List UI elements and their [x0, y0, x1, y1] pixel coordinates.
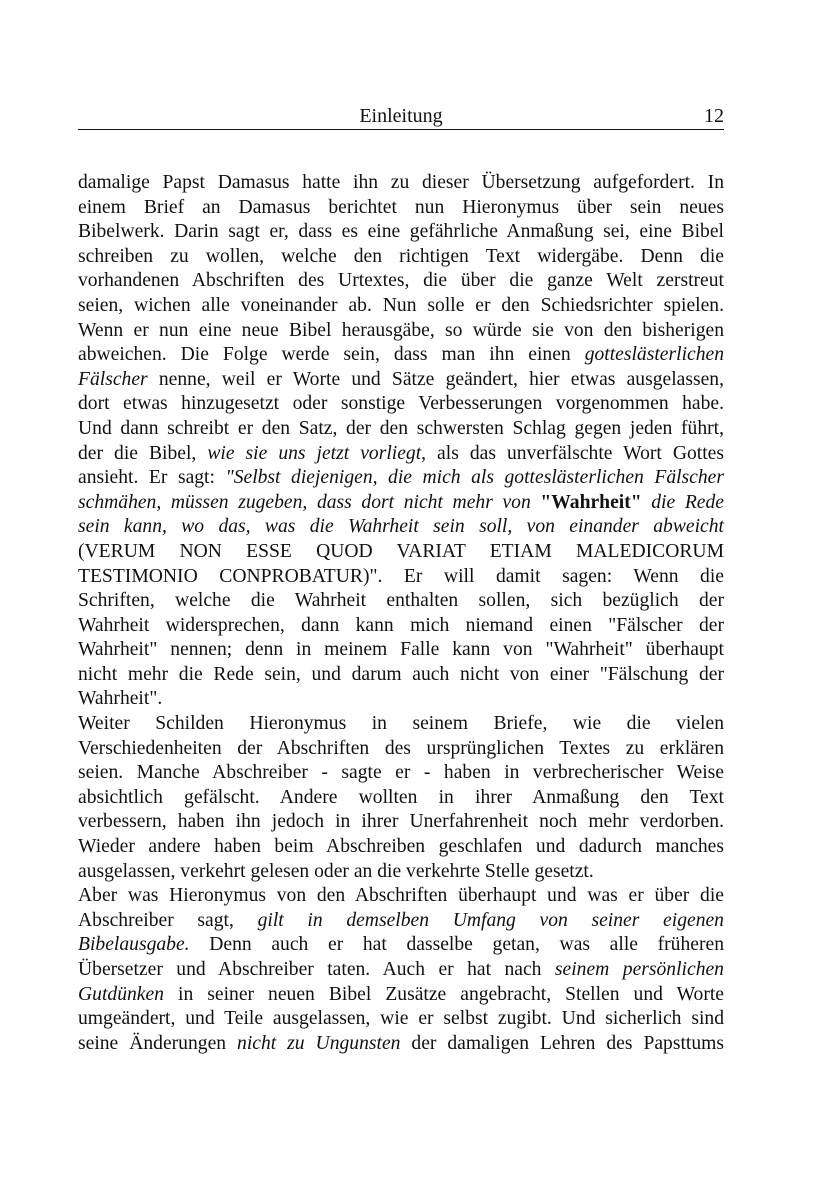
italic-text: schmähen, müssen zugeben, dass dort nicht mehr von — [78, 491, 541, 513]
text-line — [78, 884, 724, 909]
text-run: Weiter Schilden Hieronymus in seinem Briefe, wie die vielen — [78, 713, 724, 735]
text-run: Wenn er nun eine neue Bibel herausgäbe, so würde sie von den bisherigen — [78, 319, 724, 341]
text-line — [78, 220, 724, 245]
italic-text: gotteslästerlichen — [584, 344, 724, 366]
text-run: Übersetzer und Abschreiber taten. Auch er hat nach — [78, 959, 555, 980]
text-line — [78, 1032, 724, 1057]
italic-text: Gutdünken — [78, 983, 164, 1005]
text-line — [78, 860, 724, 885]
text-run: umgeändert, und Teile ausgelassen, wie er selbst zugibt. Und sicherlich sind — [78, 1008, 724, 1030]
text-line — [78, 1007, 724, 1032]
text-run: ansieht. Er sagt: — [78, 467, 226, 489]
text-run: Wahrheit" nennen; denn in meinem Falle kann von "Wahrheit" überhaupt — [78, 639, 724, 661]
text-line — [78, 909, 724, 934]
text-run: damalige Papst Damasus hatte ihn zu dieser Übersetzung aufgefordert. In — [78, 172, 724, 193]
text-line — [78, 786, 724, 811]
text-run: seien. Manche Abschreiber - sagte er - haben in verbrecherischer Weise — [78, 762, 724, 784]
text-run: Wahrheit". — [78, 688, 163, 710]
text-run: TESTIMONIO CONPROBATUR)". Er will damit sagen: Wenn die — [78, 565, 724, 587]
italic-text: seinem persönlichen — [554, 959, 724, 980]
text-run: nicht mehr die Rede sein, und darum auch nicht von einer "Fälschung der — [78, 663, 724, 685]
text-line — [78, 614, 724, 639]
italic-text: gilt in demselben Umfang von seiner eigenen — [257, 909, 724, 931]
text-line — [78, 761, 724, 786]
text-line — [78, 515, 724, 540]
text-run: Und dann schreibt er den Satz, der den schwersten Schlag gegen jeden führt, — [78, 417, 724, 439]
italic-text: wie sie uns jetzt vorliegt, — [207, 442, 427, 464]
text-line — [78, 712, 724, 737]
text-line — [78, 466, 724, 491]
page-number: 12 — [704, 105, 724, 127]
text-line — [78, 565, 724, 590]
text-run: abweichen. Die Folge werde sein, dass man ihn einen — [78, 344, 585, 366]
text-run: verbessern, haben ihn jedoch in ihrer Unerfahrenheit noch mehr verdorben. — [78, 811, 724, 833]
text-run: dort etwas hinzugesetzt oder sonstige Verbesserungen vorgenommen habe. — [78, 393, 724, 415]
text-line — [78, 958, 724, 983]
text-line — [78, 663, 724, 688]
text-line — [78, 245, 724, 270]
text-run: in seiner neuen Bibel Zusätze angebracht, Stellen und Worte — [163, 983, 724, 1005]
text-line — [78, 589, 724, 614]
text-line — [78, 171, 724, 196]
text-run: Wahrheit widersprechen, dann kann mich niemand einen "Fälscher der — [78, 614, 724, 636]
text-run: schreiben zu wollen, welche den richtigen Text widergäbe. Denn die — [78, 245, 724, 267]
bold-text: "Wahrheit" — [540, 491, 642, 513]
text-run: einem Brief an Damasus berichtet nun Hieronymus über sein neues — [78, 196, 724, 218]
text-line — [78, 983, 724, 1008]
running-title: Einleitung — [359, 105, 443, 127]
text-run: Abschreiber sagt, — [78, 909, 258, 931]
text-line — [78, 687, 724, 712]
text-line — [78, 319, 724, 344]
italic-text: die Rede — [641, 491, 724, 513]
text-line — [78, 269, 724, 294]
text-run: nenne, weil er Worte und Sätze geändert, hier etwas ausgelassen, — [147, 368, 724, 390]
text-line — [78, 196, 724, 221]
italic-text: "Selbst diejenigen, die mich als gotteslästerlichen Fälscher — [225, 467, 724, 489]
text-run: vorhandenen Abschriften des Urtextes, die über die ganze Welt zerstreut — [78, 270, 724, 292]
text-line — [78, 294, 724, 319]
text-line — [78, 417, 724, 442]
text-run: Wieder andere haben beim Abschreiben geschlafen und dadurch manches — [78, 836, 724, 858]
text-line — [78, 638, 724, 663]
text-run: Denn auch er hat dasselbe getan, was alle früheren — [189, 934, 724, 956]
text-line — [78, 343, 724, 368]
text-run: als das unverfälschte Wort Gottes — [426, 442, 724, 464]
text-line — [78, 737, 724, 762]
text-run: ausgelassen, verkehrt gelesen oder an die verkehrte Stelle gesetzt. — [78, 860, 594, 882]
text-run: absichtlich gefälscht. Andere wollten in ihrer Anmaßung den Text — [78, 786, 724, 808]
text-run: Aber was Hieronymus von den Abschriften überhaupt und was er über die — [78, 885, 724, 907]
text-line — [78, 442, 724, 467]
text-line — [78, 933, 724, 958]
body-text — [78, 171, 724, 1056]
italic-text: sein kann, wo das, was die Wahrheit sein soll, von einander abweicht — [78, 516, 724, 538]
text-run: seien, wichen alle voneinander ab. Nun solle er den Schiedsrichter spielen. — [78, 294, 724, 316]
text-line — [78, 540, 724, 565]
italic-text: nicht zu Ungunsten — [237, 1032, 401, 1054]
text-run: seine Änderungen — [78, 1032, 238, 1054]
text-line — [78, 810, 724, 835]
italic-text: Bibelausgabe. — [78, 934, 190, 956]
text-run: Bibelwerk. Darin sagt er, dass es eine gefährliche Anmaßung sei, eine Bibel — [78, 221, 724, 243]
text-run: (VERUM NON ESSE QUOD VARIAT ETIAM MALEDICORUM — [78, 540, 724, 562]
text-line — [78, 392, 724, 417]
text-run: der damaligen Lehren des Papsttums — [400, 1032, 725, 1054]
text-line — [78, 491, 724, 516]
text-line — [78, 835, 724, 860]
text-line — [78, 368, 724, 393]
text-run: der die Bibel, — [78, 442, 208, 464]
text-run: Verschiedenheiten der Abschriften des ursprünglichen Textes zu erklären — [78, 737, 724, 759]
text-run: Schriften, welche die Wahrheit enthalten sollen, sich bezüglich der — [78, 590, 724, 612]
italic-text: Fälscher — [78, 368, 148, 390]
running-head — [78, 104, 724, 130]
